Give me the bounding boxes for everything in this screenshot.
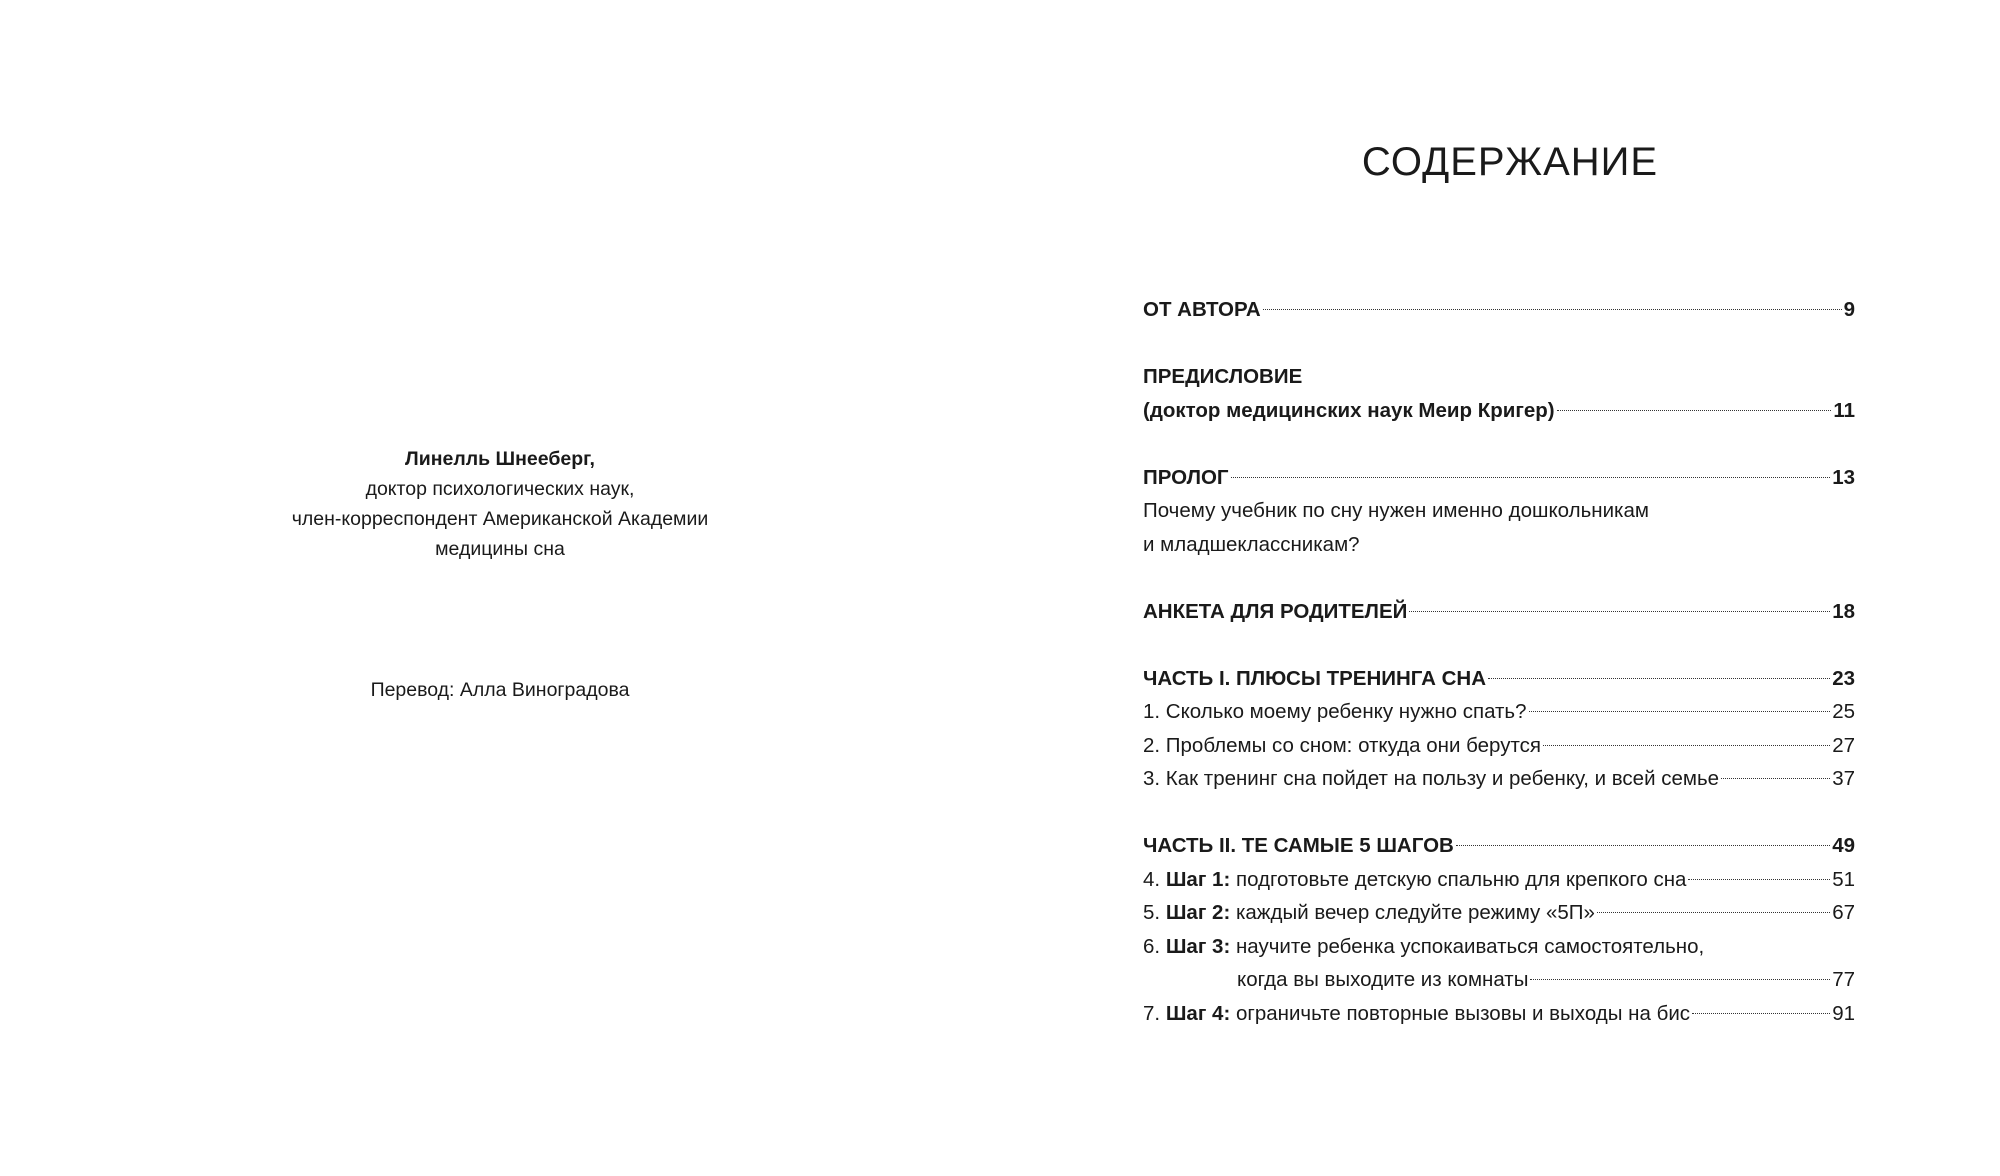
dot-leader	[1231, 477, 1831, 478]
right-page	[1000, 0, 2000, 1176]
toc-entry-chapter-6[interactable]	[1143, 930, 1855, 964]
toc-entry-prologue-subtitle	[1143, 494, 1855, 528]
toc-entry-title: ОТ АВТОРА	[1143, 298, 1261, 321]
toc-entry-chapter-7[interactable]	[1143, 997, 1855, 1031]
toc-entry-title: 3. Как тренинг сна пойдет на пользу и ребенку, и всей семье	[1143, 767, 1720, 790]
toc-entry-author[interactable]	[1143, 293, 1855, 327]
toc-entry-chapter-4[interactable]	[1143, 863, 1855, 897]
toc-entry-foreword[interactable]	[1143, 360, 1855, 394]
step-label: Шаг 1:	[1165, 867, 1231, 891]
toc-entry-prologue-subtitle	[1143, 528, 1855, 562]
toc-entry-title: ЧАСТЬ I. ПЛЮСЫ ТРЕНИНГА СНА	[1143, 666, 1487, 690]
toc-page-number: 37	[1832, 767, 1855, 790]
toc-entry-foreword-author[interactable]	[1143, 394, 1855, 428]
chapter-text: научите ребенка успокаиваться самостоятельно,	[1235, 934, 1705, 958]
toc-page-number: 67	[1832, 901, 1855, 924]
toc-page-number: 13	[1832, 465, 1855, 489]
toc-page-number: 77	[1832, 968, 1855, 991]
chapter-text: ограничьте повторные вызовы и выходы на бис	[1235, 1001, 1691, 1025]
author-credits	[250, 444, 750, 564]
toc-page-number: 27	[1832, 733, 1855, 757]
toc-entry-title: (доктор медицинских наук Меир Кригер)	[1143, 398, 1555, 422]
toc-entry-questionnaire[interactable]	[1143, 595, 1855, 629]
author-title-line: медицины сна	[435, 538, 565, 560]
toc-page-number: 51	[1832, 867, 1855, 891]
toc-entry-title	[1143, 997, 1690, 1031]
toc-page-number: 91	[1832, 1001, 1855, 1025]
toc-entry-title	[1143, 930, 1704, 964]
dot-leader	[1263, 309, 1842, 310]
toc-entry-title: Почему учебник по сну нужен именно дошкольникам	[1143, 499, 1649, 522]
dot-leader	[1409, 611, 1830, 612]
chapter-number: 5.	[1143, 901, 1161, 924]
toc-entry-title: 2. Проблемы со сном: откуда они берутся	[1143, 733, 1541, 757]
toc-entry-part-1[interactable]	[1143, 662, 1855, 696]
toc-entry-title: ЧАСТЬ II. ТЕ САМЫЕ 5 ШАГОВ	[1143, 834, 1454, 857]
toc-entry-chapter-2[interactable]	[1143, 729, 1855, 763]
toc-page-number: 49	[1832, 834, 1855, 857]
author-name: Линелль Шнееберг,	[405, 448, 595, 470]
step-label: Шаг 4:	[1165, 1001, 1231, 1025]
spacer	[1143, 796, 1855, 830]
dot-leader	[1529, 711, 1831, 712]
toc-entry-title	[1143, 896, 1595, 930]
dot-leader	[1721, 778, 1830, 779]
toc-entry-title: АНКЕТА ДЛЯ РОДИТЕЛЕЙ	[1143, 599, 1408, 623]
chapter-number: 7.	[1143, 1001, 1161, 1025]
dot-leader	[1597, 912, 1830, 913]
dot-leader	[1456, 845, 1830, 846]
chapter-number: 4.	[1143, 867, 1161, 891]
chapter-text: каждый вечер следуйте режиму «5П»	[1235, 901, 1595, 924]
toc-page-number: 11	[1833, 398, 1855, 422]
dot-leader	[1543, 745, 1830, 746]
toc-entry-title: ПРЕДИСЛОВИЕ	[1143, 365, 1303, 388]
table-of-contents	[1143, 293, 1855, 1030]
toc-entry-title: и младшеклассникам?	[1143, 532, 1360, 556]
author-title-line: доктор психологических наук,	[365, 478, 635, 500]
toc-entry-prologue[interactable]	[1143, 461, 1855, 495]
chapter-number: 6.	[1143, 934, 1161, 958]
toc-entry-title: ПРОЛОГ	[1143, 465, 1229, 489]
spacer	[1143, 628, 1855, 662]
dot-leader	[1488, 678, 1830, 679]
dot-leader	[1688, 879, 1830, 880]
spacer	[1143, 427, 1855, 461]
author-title-line: член-корреспондент Американской Академии	[291, 508, 709, 530]
step-label: Шаг 3:	[1165, 934, 1231, 958]
toc-page-number: 25	[1832, 700, 1855, 723]
toc-entry-chapter-3[interactable]	[1143, 762, 1855, 796]
spacer	[1143, 327, 1855, 361]
toc-entry-title: 1. Сколько моему ребенку нужно спать?	[1143, 700, 1527, 723]
chapter-text: подготовьте детскую спальню для крепкого сна	[1235, 867, 1687, 891]
toc-title: СОДЕРЖАНИЕ	[1361, 140, 1659, 184]
toc-entry-chapter-5[interactable]	[1143, 896, 1855, 930]
toc-entry-chapter-6-cont[interactable]	[1143, 963, 1855, 997]
dot-leader	[1692, 1013, 1830, 1014]
toc-entry-chapter-1[interactable]	[1143, 695, 1855, 729]
dot-leader	[1557, 410, 1832, 411]
dot-leader	[1530, 979, 1830, 980]
toc-page-number: 9	[1843, 298, 1855, 321]
step-label: Шаг 2:	[1165, 901, 1231, 924]
toc-entry-part-2[interactable]	[1143, 829, 1855, 863]
toc-page-number: 18	[1832, 599, 1855, 623]
toc-page-number: 23	[1832, 666, 1855, 690]
toc-entry-title	[1143, 863, 1686, 897]
toc-entry-title: когда вы выходите из комнаты	[1237, 968, 1529, 991]
translation-credit: Перевод: Алла Виноградова	[370, 679, 630, 701]
spacer	[1143, 561, 1855, 595]
